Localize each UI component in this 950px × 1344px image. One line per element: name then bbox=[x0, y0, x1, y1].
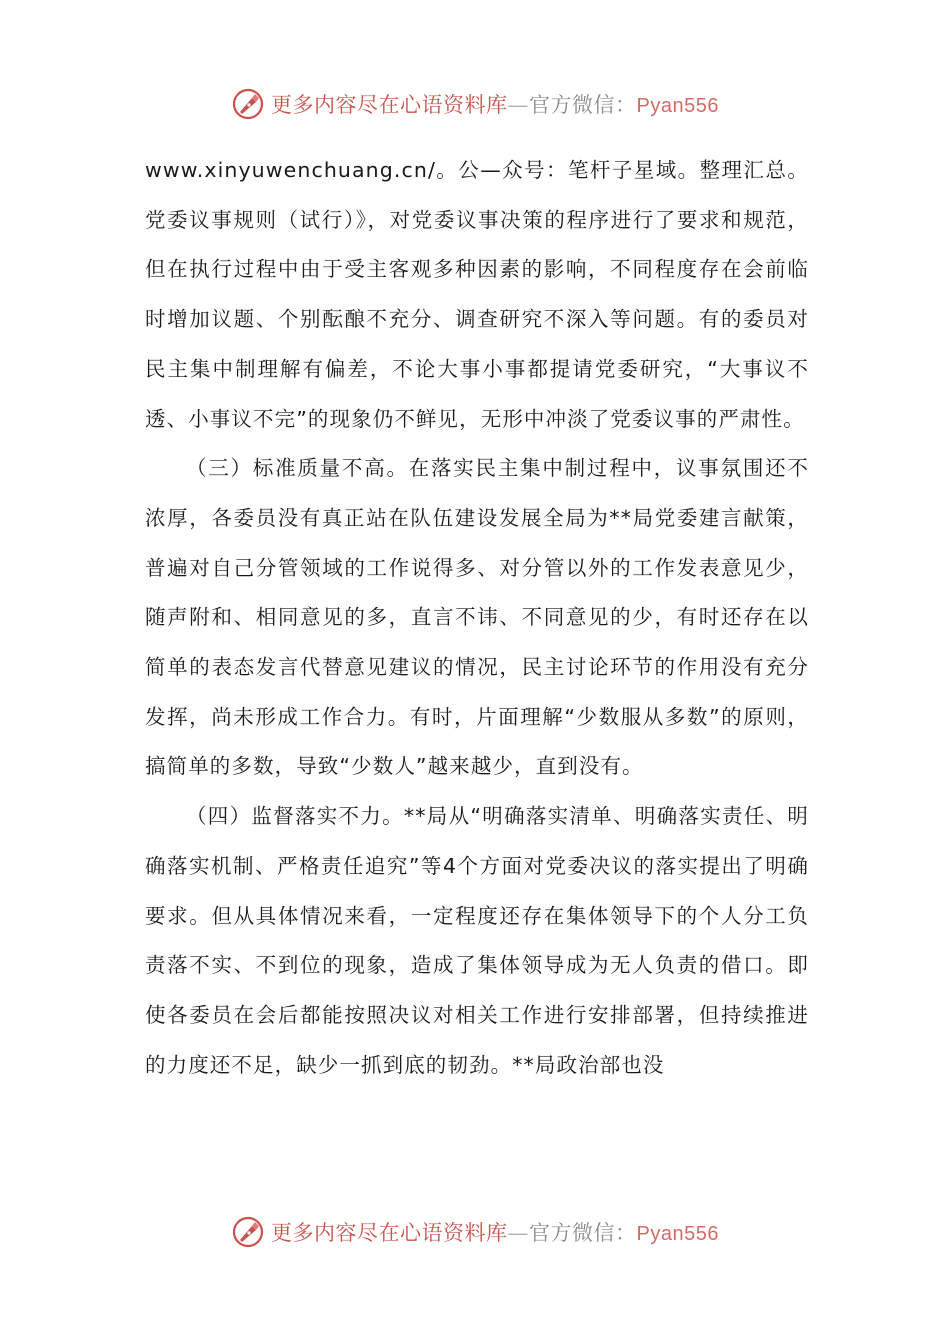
watermark-brand: 更多内容尽在心语资料库 bbox=[271, 93, 508, 117]
watermark-text bbox=[271, 89, 719, 119]
header-watermark[interactable] bbox=[0, 84, 950, 124]
watermark-separator: — bbox=[507, 93, 530, 117]
pen-nib-circle-icon bbox=[231, 87, 265, 121]
pen-nib-circle-icon bbox=[231, 1215, 265, 1249]
watermark-separator: — bbox=[507, 1221, 530, 1245]
paragraph-section-three: （三）标准质量不高。在落实民主集中制过程中，议事氛围还不浓厚，各委员没有真正站在队伍建设发展全局为**局党委建言献策，普遍对自己分管领域的工作说得多、对分管以外的工作发表意见少，随声附和、相同意见的多，直言不讳、不同意见的少，有时还存在以简单的表态发言代替意见建议的情况，民主讨论环节的作用没有充分发挥，尚未形成工作合力。有时，片面理解“少数服从多数”的原则，搞简单的多数，导致“少数人”越来越少，直到没有。 bbox=[145, 456, 809, 779]
watermark-wechat-id: Pyan556 bbox=[636, 95, 719, 117]
watermark-wechat-id: Pyan556 bbox=[636, 1223, 719, 1245]
paragraph-section-four: （四）监督落实不力。**局从“明确落实清单、明确落实责任、明确落实机制、严格责任追究”等4个方面对党委决议的落实提出了明确要求。但从具体情况来看，一定程度还存在集体领导下的个人分工负责落不实、不到位的现象，造成了集体领导成为无人负责的借口。即使各委员在会后都能按照决议对相关工作进行安排部署，但持续推进的力度还不足，缺少一抓到底的韧劲。**局政治部也没 bbox=[145, 804, 809, 1077]
watermark-label: 官方微信： bbox=[529, 1221, 637, 1245]
watermark-text bbox=[271, 1217, 719, 1247]
watermark-brand: 更多内容尽在心语资料库 bbox=[271, 1221, 508, 1245]
watermark-label: 官方微信： bbox=[529, 93, 637, 117]
footer-watermark[interactable] bbox=[0, 1212, 950, 1252]
document-body bbox=[145, 146, 809, 1090]
paragraph-continued: www.xinyuwenchuang.cn/。公—众号：笔杆子星域。整理汇总。党委议事规则（试行）》，对党委议事决策的程序进行了要求和规范，但在执行过程中由于受主客观多种因素的影响，不同程度存在会前临时增加议题、个别酝酿不充分、调查研究不深入等问题。有的委员对民主集中制理解有偏差，不论大事小事都提请党委研究，“大事议不透、小事议不完”的现象仍不鲜见，无形中冲淡了党委议事的严肃性。 bbox=[145, 158, 809, 431]
